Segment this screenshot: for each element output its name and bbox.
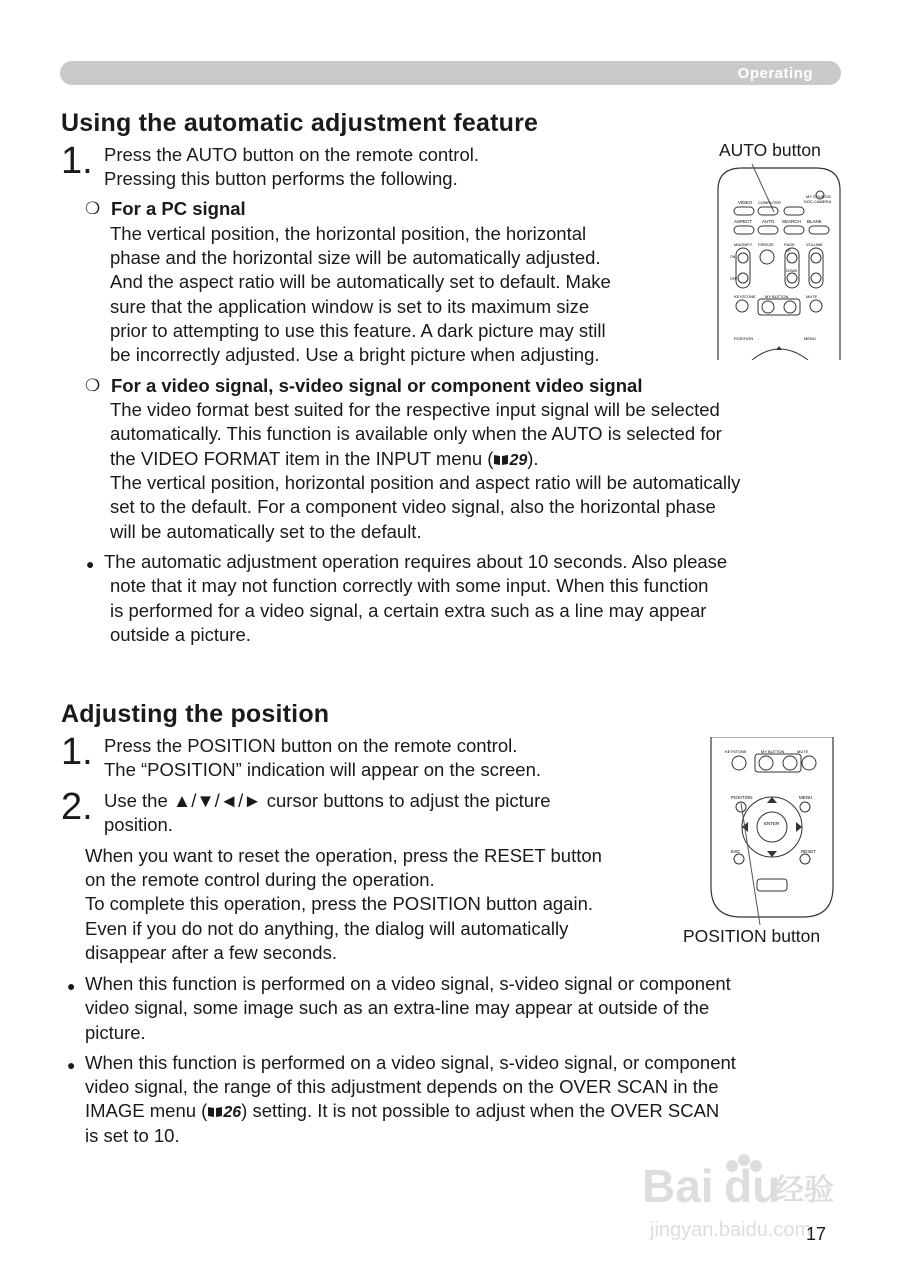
svg-text:MY BUTTON: MY BUTTON xyxy=(761,749,785,754)
page-reference[interactable]: 29 xyxy=(509,452,528,469)
circle-bullet-icon: ❍ xyxy=(85,199,101,218)
paragraph-line: will be automatically set to the default. xyxy=(110,521,422,542)
section-title-auto-adjust: Using the automatic adjustment feature xyxy=(61,109,539,137)
svg-text:DOC.CAMERA: DOC.CAMERA xyxy=(804,199,832,204)
note-line: The automatic adjustment operation requires about 10 seconds. Also please xyxy=(104,551,728,572)
svg-text:KEYSTONE: KEYSTONE xyxy=(734,294,756,299)
paragraph-line: set to the default. For a component video signal, also the horizontal phase xyxy=(110,496,716,517)
paragraph-line: The video format best suited for the respective input signal will be selected xyxy=(110,399,720,420)
step-number: 1. xyxy=(61,140,93,182)
svg-text:ENTER: ENTER xyxy=(764,821,780,826)
subheading-video: For a video signal, s-video signal or component video signal xyxy=(111,375,643,396)
note-line: outside a picture. xyxy=(110,624,251,645)
paragraph-line: Even if you do not do anything, the dialog will automatically xyxy=(85,918,569,939)
remote-control-top-figure xyxy=(712,160,846,360)
paragraph-line: the VIDEO FORMAT item in the INPUT menu ( 29). xyxy=(110,448,539,469)
svg-text:MUTE: MUTE xyxy=(806,294,818,299)
svg-text:MY SOURCE/: MY SOURCE/ xyxy=(806,194,832,199)
step-text: Use the ▲/▼/◄/► cursor buttons to adjust the picture xyxy=(104,790,551,811)
note-line: picture. xyxy=(85,1022,146,1043)
paragraph-line: disappear after a few seconds. xyxy=(85,942,337,963)
note-line: When this function is performed on a video signal, s-video signal, or component xyxy=(85,1052,736,1073)
remote-control-bottom-figure xyxy=(705,737,839,925)
paragraph-line: prior to attempting to use this feature. A dark picture may still xyxy=(110,320,606,341)
note-line: note that it may not function correctly with some input. When this function xyxy=(110,575,709,596)
svg-text:经验: 经验 xyxy=(774,1174,834,1207)
svg-text:COMPUTER: COMPUTER xyxy=(758,200,781,205)
svg-text:AUTO: AUTO xyxy=(762,219,775,224)
svg-text:MENU: MENU xyxy=(799,795,813,800)
subheading-pc: For a PC signal xyxy=(111,198,246,219)
svg-text:ASPECT: ASPECT xyxy=(734,219,753,224)
note-line: When this function is performed on a video signal, s-video signal or component xyxy=(85,973,731,994)
paragraph-line: The vertical position, the horizontal position, the horizontal xyxy=(110,223,587,244)
svg-text:MENU: MENU xyxy=(804,336,816,341)
note-line: IMAGE menu ( 26) setting. It is not possible to adjust when the OVER SCAN xyxy=(85,1100,720,1121)
figure-caption-auto: AUTO button xyxy=(719,140,821,160)
book-icon xyxy=(207,1100,223,1112)
svg-text:MUTE: MUTE xyxy=(797,749,809,754)
svg-text:SEARCH: SEARCH xyxy=(782,219,801,224)
note-line: is performed for a video signal, a certain extra such as a line may appear xyxy=(110,600,707,621)
note-line: is set to 10. xyxy=(85,1125,180,1146)
paragraph-line: be incorrectly adjusted. Use a bright picture when adjusting. xyxy=(110,344,600,365)
header-bar xyxy=(60,61,841,85)
bullet-icon: ● xyxy=(67,978,76,994)
svg-text:POSITION: POSITION xyxy=(734,336,754,341)
svg-text:RESET: RESET xyxy=(801,849,817,854)
book-icon xyxy=(493,448,509,460)
svg-text:BLANK: BLANK xyxy=(807,219,822,224)
paragraph-line: on the remote control during the operation. xyxy=(85,869,435,890)
paragraph-line: sure that the application window is set to its maximum size xyxy=(110,296,590,317)
paragraph-line: phase and the horizontal size will be automatically adjusted. xyxy=(110,247,601,268)
step-text: The “POSITION” indication will appear on the screen. xyxy=(104,759,541,780)
step-text: Pressing this button performs the following. xyxy=(104,168,458,189)
step-text: Press the POSITION button on the remote control. xyxy=(104,735,518,756)
svg-text:MAGNIFY: MAGNIFY xyxy=(734,242,753,247)
svg-text:Bai: Bai xyxy=(642,1160,714,1212)
paragraph-line: automatically. This function is available only when the AUTO is selected for xyxy=(110,423,722,444)
figure-caption-position: POSITION button xyxy=(683,926,821,946)
svg-text:KEYSTONE: KEYSTONE xyxy=(725,749,747,754)
circle-bullet-icon: ❍ xyxy=(85,376,101,395)
note-line: video signal, some image such as an extra-line may appear at outside of the xyxy=(85,997,710,1018)
svg-text:DOWN: DOWN xyxy=(786,269,798,273)
step-text: position. xyxy=(104,814,173,835)
svg-text:UP: UP xyxy=(786,249,791,253)
svg-text:jingyan.baidu.com: jingyan.baidu.com xyxy=(650,1219,812,1241)
svg-text:ON: ON xyxy=(730,255,736,259)
paragraph-line: And the aspect ratio will be automatically set to default. Make xyxy=(110,271,611,292)
paragraph-line: The vertical position, horizontal position and aspect ratio will be automatically xyxy=(110,472,741,493)
note-line: video signal, the range of this adjustment depends on the OVER SCAN in the xyxy=(85,1076,719,1097)
page-number: 17 xyxy=(805,1224,826,1244)
svg-text:POSITION: POSITION xyxy=(731,795,753,800)
bullet-icon: ● xyxy=(67,1057,76,1073)
svg-text:MY BUTTON: MY BUTTON xyxy=(765,294,789,299)
svg-text:VOLUME: VOLUME xyxy=(806,242,823,247)
section-title-position: Adjusting the position xyxy=(61,700,330,728)
paragraph-line: To complete this operation, press the POSITION button again. xyxy=(85,893,593,914)
page-reference[interactable]: 26 xyxy=(223,1104,242,1121)
step-number: 1. xyxy=(61,731,93,773)
svg-text:ESC: ESC xyxy=(731,849,741,854)
step-text: Press the AUTO button on the remote control. xyxy=(104,144,479,165)
header-label: Operating xyxy=(737,65,813,82)
step-number: 2. xyxy=(61,786,93,828)
paragraph-line: When you want to reset the operation, press the RESET button xyxy=(85,845,602,866)
svg-text:VIDEO: VIDEO xyxy=(738,200,753,205)
svg-text:PAGE: PAGE xyxy=(784,242,795,247)
svg-text:OFF: OFF xyxy=(730,277,737,281)
bullet-icon: ● xyxy=(86,556,95,572)
svg-text:du: du xyxy=(724,1160,781,1212)
svg-text:FREEZE: FREEZE xyxy=(758,242,774,247)
